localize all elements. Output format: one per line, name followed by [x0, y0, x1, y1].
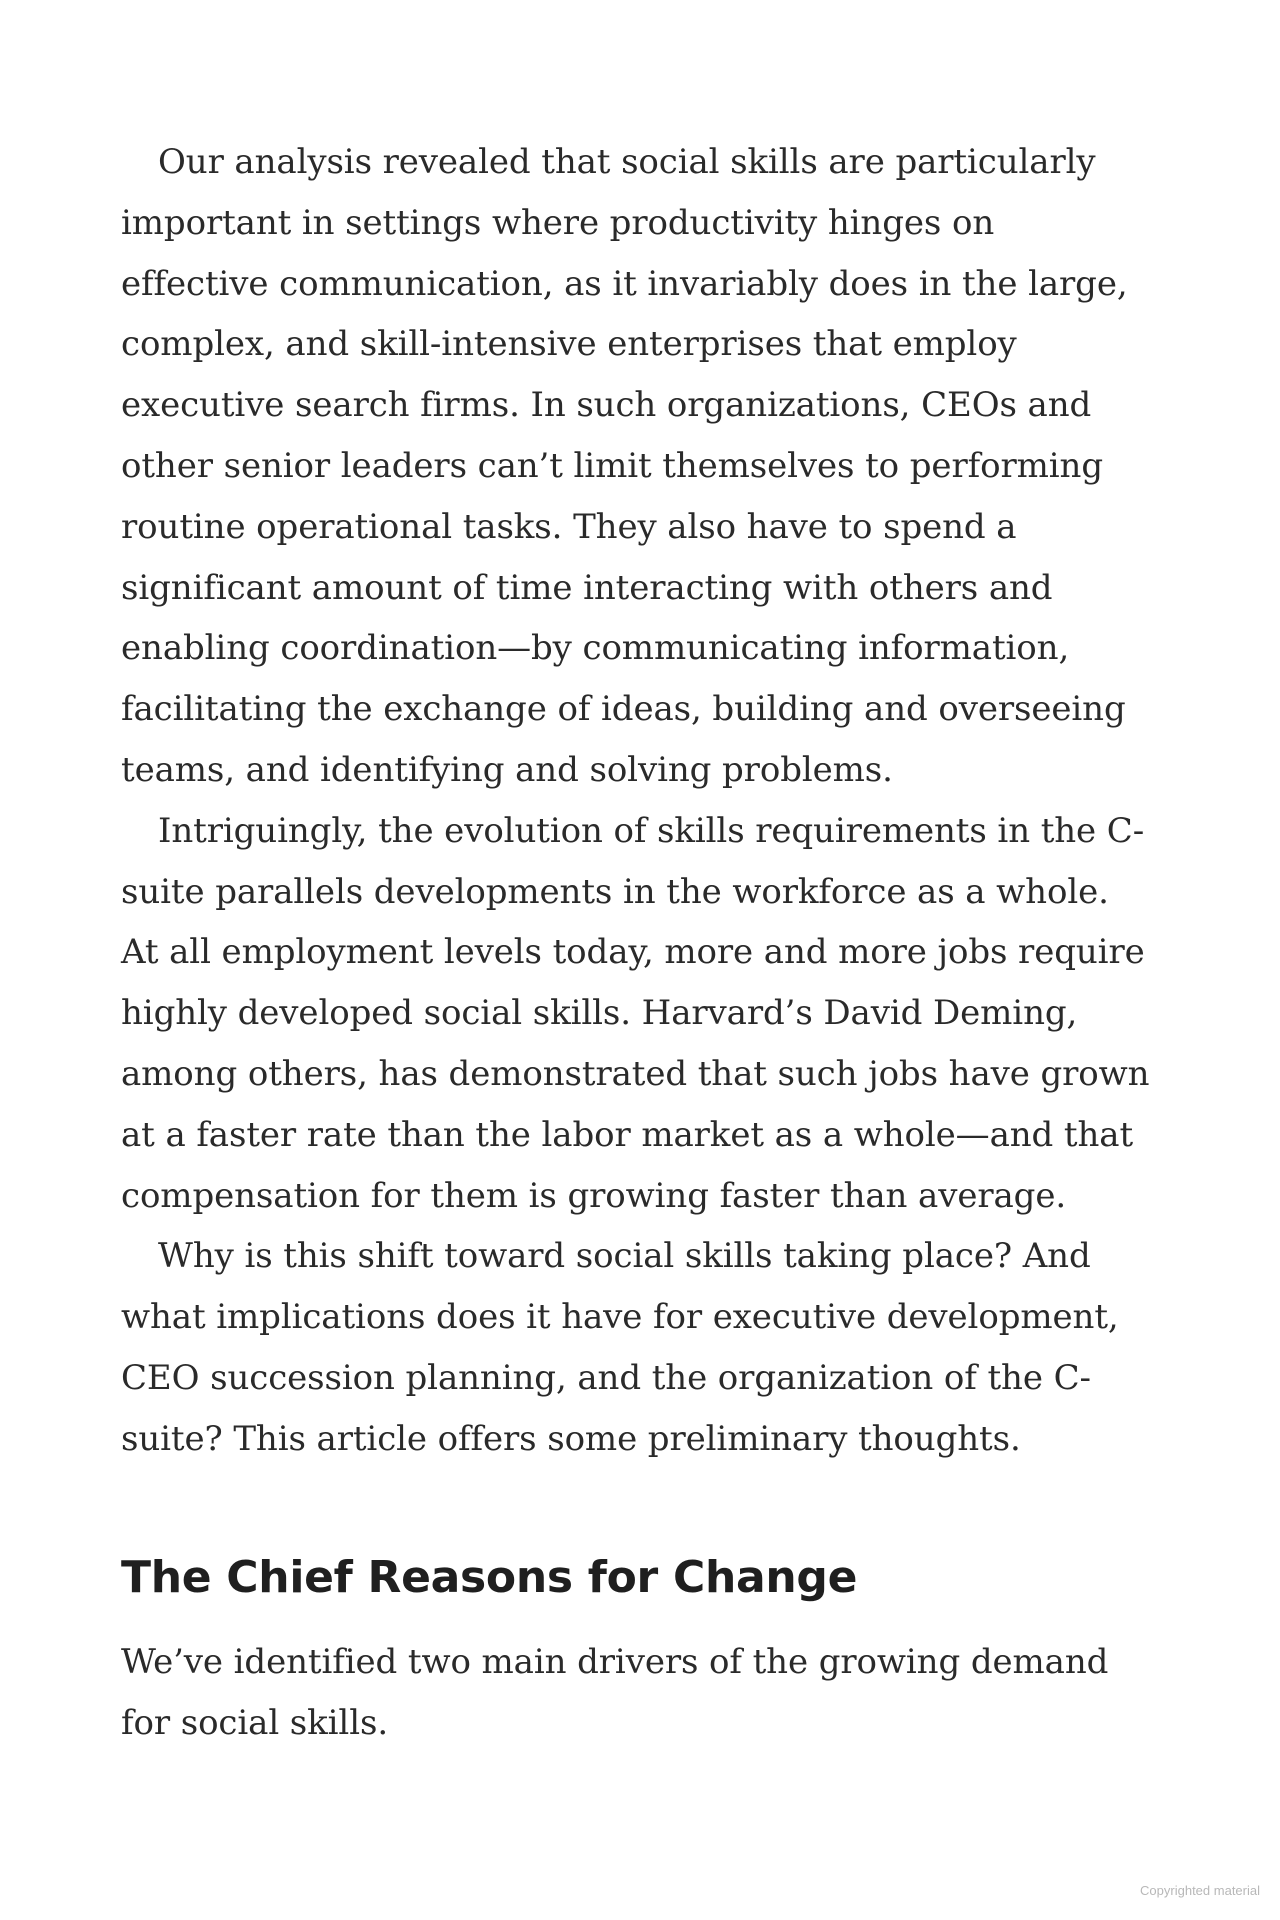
section-heading: The Chief Reasons for Change — [121, 1552, 858, 1603]
paragraph-2 — [121, 801, 1171, 1227]
document-page — [121, 132, 1171, 1743]
text-line: Why is this shift toward social skills taking place? And — [158, 1236, 1091, 1277]
text-line: highly developed social skills. Harvard’s David Deming, — [121, 993, 1078, 1034]
text-line: complex, and skill-intensive enterprises that employ — [121, 324, 1017, 365]
text-line: among others, has demonstrated that such jobs have grown — [121, 1053, 1150, 1094]
text-line: at a faster rate than the labor market as a whole—and that — [121, 1114, 1134, 1155]
text-line: facilitating the exchange of ideas, building and overseeing — [121, 689, 1126, 730]
paragraph-1 — [121, 132, 1171, 801]
text-line: suite? This article offers some preliminary thoughts. — [121, 1418, 1021, 1459]
text-line: other senior leaders can’t limit themselves to performing — [121, 445, 1103, 486]
text-line: At all employment levels today, more and more jobs require — [121, 932, 1145, 973]
text-line: significant amount of time interacting with others and — [121, 567, 1053, 608]
text-line: executive search firms. In such organizations, CEOs and — [121, 385, 1092, 426]
copyright-watermark: Copyrighted material — [1140, 1883, 1260, 1898]
text-line: important in settings where productivity hinges on — [121, 202, 995, 243]
text-line: teams, and identifying and solving problems. — [121, 749, 893, 790]
text-line: for social skills. — [121, 1702, 389, 1743]
text-line: suite parallels developments in the workforce as a whole. — [121, 871, 1109, 912]
text-line: Our analysis revealed that social skills are particularly — [158, 142, 1096, 182]
text-line: what implications does it have for executive development, — [121, 1297, 1119, 1338]
section-paragraph — [121, 1632, 1108, 1754]
text-line: compensation for them is growing faster than average. — [121, 1175, 1067, 1216]
text-line: routine operational tasks. They also have to spend a — [121, 506, 1017, 547]
text-line: We’ve identified two main drivers of the growing demand — [121, 1642, 1109, 1682]
text-line: Intriguingly, the evolution of skills requirements in the C- — [158, 810, 1145, 851]
paragraph-3 — [121, 1226, 1171, 1469]
text-line: enabling coordination—by communicating information, — [121, 628, 1070, 669]
text-line: CEO succession planning, and the organization of the C- — [121, 1357, 1091, 1398]
text-line: effective communication, as it invariably does in the large, — [121, 263, 1128, 304]
